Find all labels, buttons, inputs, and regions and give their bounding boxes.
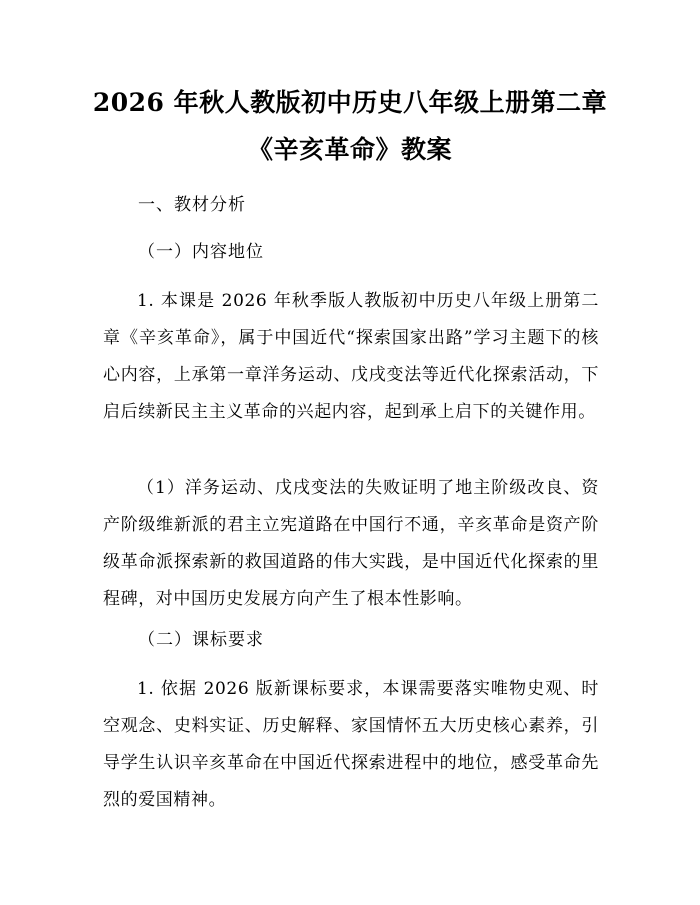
section-heading-textbook-analysis: 一、教材分析: [138, 195, 246, 215]
subsection-heading-curriculum-requirements: （二）课标要求: [138, 630, 264, 650]
paragraph-lesson-overview: 1. 本课是 2026 年秋季版人教版初中历史八年级上册第二章《辛亥革命》，属于中国近代“探索国家出路”学习主题下的核心内容，上承第一章洋务运动、戊戌变法等近代化探索活动，下启后续新民主主义革命的兴起内容，起到承上启下的关键作用。: [103, 291, 599, 422]
paragraph-curriculum-requirements: 1. 依据 2026 版新课标要求，本课需要落实唯物史观、时空观念、史料实证、历史解释、家国情怀五大历史核心素养，引导学生认识辛亥革命在中国近代探索进程中的地位，感受革命先烈的爱国精神。: [103, 679, 599, 810]
paragraph-historical-significance: （1）洋务运动、戊戌变法的失败证明了地主阶级改良、资产阶级维新派的君主立宪道路在中国行不通，辛亥革命是资产阶级革命派探索新的救国道路的伟大实践，是中国近代化探索的里程碑，对中国历史发展方向产生了根本性影响。: [103, 478, 599, 609]
document-title-line-1: 2026 年秋人教版初中历史八年级上册第二章: [92, 88, 608, 117]
document-title-line-2: 《辛亥革命》教案: [247, 135, 452, 164]
subsection-heading-content-position: （一）内容地位: [138, 242, 264, 262]
